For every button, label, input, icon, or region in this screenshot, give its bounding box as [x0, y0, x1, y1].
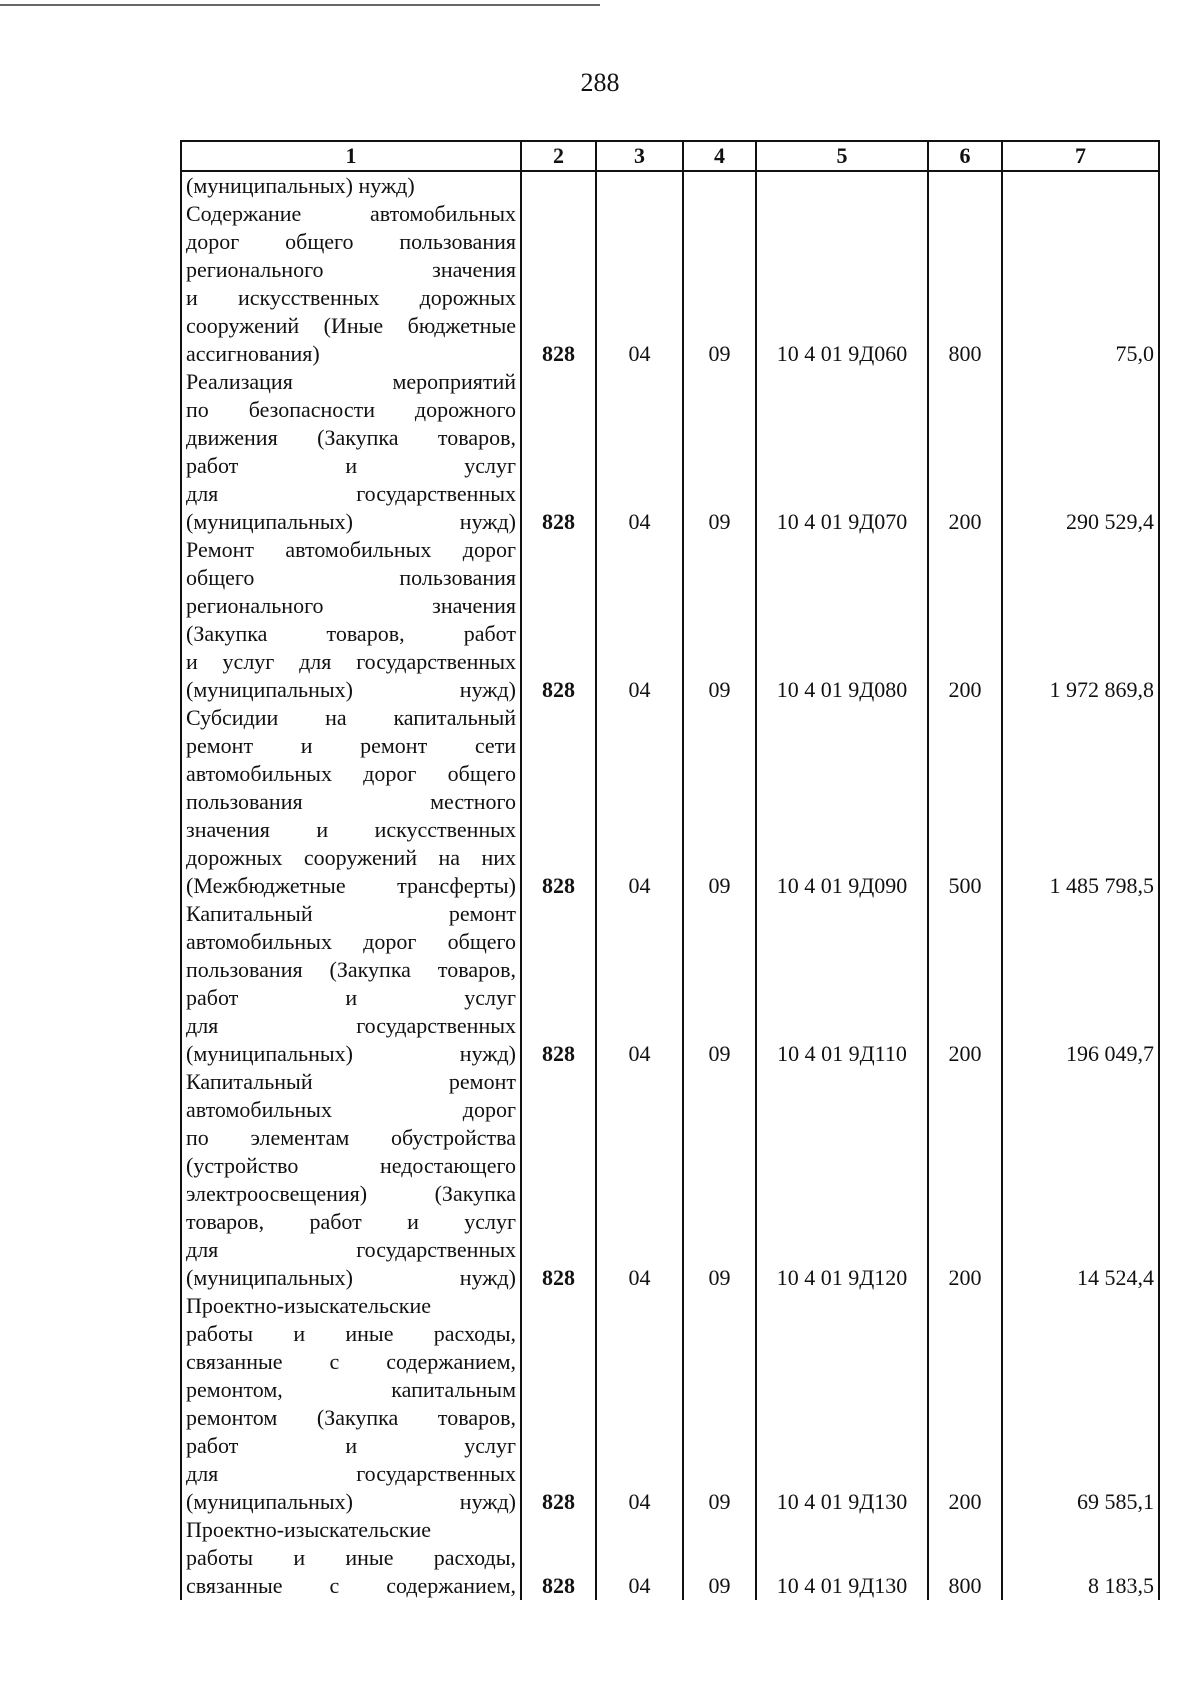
description-line: ремонт и ремонт сети [186, 733, 516, 758]
table-row [181, 1516, 1159, 1600]
subsection-code: 09 [683, 1292, 756, 1516]
table-row [181, 171, 1159, 200]
description-line: работы и иные расходы, [186, 1545, 516, 1570]
expense-type-code: 800 [928, 200, 1002, 368]
description-line: работ и услуг [186, 985, 516, 1010]
description-line: Капитальный ремонт [186, 901, 516, 926]
section-code: 04 [596, 368, 683, 536]
row-description [181, 1068, 521, 1292]
expense-type-code: 200 [928, 368, 1002, 536]
target-article-code: 10 4 01 9Д060 [756, 200, 928, 368]
description-line: ремонтом, капитальным [186, 1377, 516, 1402]
column-header-2: 2 [521, 141, 596, 171]
row-description [181, 1292, 521, 1516]
subsection-code: 09 [683, 200, 756, 368]
description-line: регионального значения [186, 593, 516, 618]
column-header-3: 3 [596, 141, 683, 171]
description-line: дорожных сооружений на них [186, 845, 516, 870]
row-description [181, 900, 521, 1068]
section-code: 04 [596, 536, 683, 704]
description-line: (муниципальных) нужд) [186, 1265, 516, 1290]
amount: 8 183,5 [1002, 1516, 1159, 1600]
description-line: Проектно-изыскательские [186, 1517, 431, 1542]
target-article-code: 10 4 01 9Д090 [756, 704, 928, 900]
description-line: (Закупка товаров, работ [186, 621, 516, 646]
table-row [181, 1068, 1159, 1292]
description-line: для государственных [186, 481, 516, 506]
description-line: (муниципальных) нужд) [186, 1041, 516, 1066]
target-article-code: 10 4 01 9Д110 [756, 900, 928, 1068]
section-code: 04 [596, 1292, 683, 1516]
row-description [181, 200, 521, 368]
table-row [181, 704, 1159, 900]
column-header-5: 5 [756, 141, 928, 171]
row-description [181, 1516, 521, 1600]
column-header-1: 1 [181, 141, 521, 171]
description-line: по безопасности дорожного [186, 397, 516, 422]
description-line: (Межбюджетные трансферты) [186, 873, 516, 898]
description-line: электроосвещения) (Закупка [186, 1181, 516, 1206]
subsection-code [683, 171, 756, 200]
description-line: работ и услуг [186, 453, 516, 478]
description-line: Проектно-изыскательские [186, 1293, 431, 1318]
amount: 1 972 869,8 [1002, 536, 1159, 704]
section-code: 04 [596, 1068, 683, 1292]
target-article-code [756, 171, 928, 200]
subsection-code: 09 [683, 1516, 756, 1600]
section-code: 04 [596, 704, 683, 900]
description-line: товаров, работ и услуг [186, 1209, 516, 1234]
expense-type-code: 200 [928, 1292, 1002, 1516]
row-description [181, 704, 521, 900]
description-line: автомобильных дорог [186, 1097, 516, 1122]
description-line: Капитальный ремонт [186, 1069, 516, 1094]
description-line: (муниципальных) нужд) [186, 1489, 516, 1514]
column-header-6: 6 [928, 141, 1002, 171]
description-line: Субсидии на капитальный [186, 705, 516, 730]
description-line: Реализация мероприятий [186, 369, 516, 394]
target-article-code: 10 4 01 9Д130 [756, 1516, 928, 1600]
ministry-code: 828 [521, 900, 596, 1068]
subsection-code: 09 [683, 1068, 756, 1292]
ministry-code: 828 [521, 536, 596, 704]
description-line: значения и искусственных [186, 817, 516, 842]
description-line: Содержание автомобильных [186, 201, 516, 226]
section-code: 04 [596, 900, 683, 1068]
description-line: по элементам обустройства [186, 1125, 516, 1150]
target-article-code: 10 4 01 9Д120 [756, 1068, 928, 1292]
description-line: (муниципальных) нужд) [186, 677, 516, 702]
expense-type-code: 200 [928, 536, 1002, 704]
description-line: связанные с содержанием, [186, 1573, 516, 1598]
amount: 196 049,7 [1002, 900, 1159, 1068]
subsection-code: 09 [683, 536, 756, 704]
description-line: ремонтом (Закупка товаров, [186, 1405, 516, 1430]
description-line: общего пользования [186, 565, 516, 590]
description-line: Ремонт автомобильных дорог [186, 537, 516, 562]
column-header-7: 7 [1002, 141, 1159, 171]
description-line: (муниципальных) нужд) [186, 173, 415, 198]
amount: 69 585,1 [1002, 1292, 1159, 1516]
description-line: работ и услуг [186, 1433, 516, 1458]
target-article-code: 10 4 01 9Д130 [756, 1292, 928, 1516]
description-line: сооружений (Иные бюджетные [186, 313, 516, 338]
ministry-code: 828 [521, 704, 596, 900]
description-line: для государственных [186, 1237, 516, 1262]
table-row [181, 900, 1159, 1068]
amount [1002, 171, 1159, 200]
subsection-code: 09 [683, 368, 756, 536]
page-number: 288 [580, 68, 620, 97]
description-line: (муниципальных) нужд) [186, 509, 516, 534]
expense-type-code: 200 [928, 900, 1002, 1068]
target-article-code: 10 4 01 9Д070 [756, 368, 928, 536]
amount: 75,0 [1002, 200, 1159, 368]
description-line: движения (Закупка товаров, [186, 425, 516, 450]
description-line: ассигнования) [186, 341, 320, 366]
description-line: для государственных [186, 1013, 516, 1038]
description-line: дорог общего пользования [186, 229, 516, 254]
ministry-code: 828 [521, 1292, 596, 1516]
table-row [181, 368, 1159, 536]
description-line: для государственных [186, 1461, 516, 1486]
ministry-code: 828 [521, 1068, 596, 1292]
ministry-code: 828 [521, 200, 596, 368]
row-description [181, 536, 521, 704]
description-line: пользования (Закупка товаров, [186, 957, 516, 982]
table-row [181, 200, 1159, 368]
expense-type-code [928, 171, 1002, 200]
amount: 1 485 798,5 [1002, 704, 1159, 900]
description-line: связанные с содержанием, [186, 1349, 516, 1374]
table-row [181, 1292, 1159, 1516]
description-line: работы и иные расходы, [186, 1321, 516, 1346]
subsection-code: 09 [683, 704, 756, 900]
description-line: автомобильных дорог общего [186, 761, 516, 786]
ministry-code [521, 171, 596, 200]
scan-edge-line [0, 4, 600, 6]
expense-type-code: 800 [928, 1516, 1002, 1600]
description-line: пользования местного [186, 789, 516, 814]
description-line: (устройство недостающего [186, 1153, 516, 1178]
description-line: и искусственных дорожных [186, 285, 516, 310]
description-line: и услуг для государственных [186, 649, 516, 674]
subsection-code: 09 [683, 900, 756, 1068]
section-code: 04 [596, 200, 683, 368]
column-header-4: 4 [683, 141, 756, 171]
row-description [181, 368, 521, 536]
ministry-code: 828 [521, 368, 596, 536]
table-header-row [181, 141, 1159, 171]
section-code: 04 [596, 1516, 683, 1600]
expense-type-code: 500 [928, 704, 1002, 900]
description-line: регионального значения [186, 257, 516, 282]
row-description [181, 171, 521, 200]
table-row [181, 536, 1159, 704]
ministry-code: 828 [521, 1516, 596, 1600]
expense-type-code: 200 [928, 1068, 1002, 1292]
table-body [181, 171, 1159, 1600]
amount: 290 529,4 [1002, 368, 1159, 536]
amount: 14 524,4 [1002, 1068, 1159, 1292]
target-article-code: 10 4 01 9Д080 [756, 536, 928, 704]
budget-table [180, 140, 1160, 1600]
section-code [596, 171, 683, 200]
description-line: автомобильных дорог общего [186, 929, 516, 954]
